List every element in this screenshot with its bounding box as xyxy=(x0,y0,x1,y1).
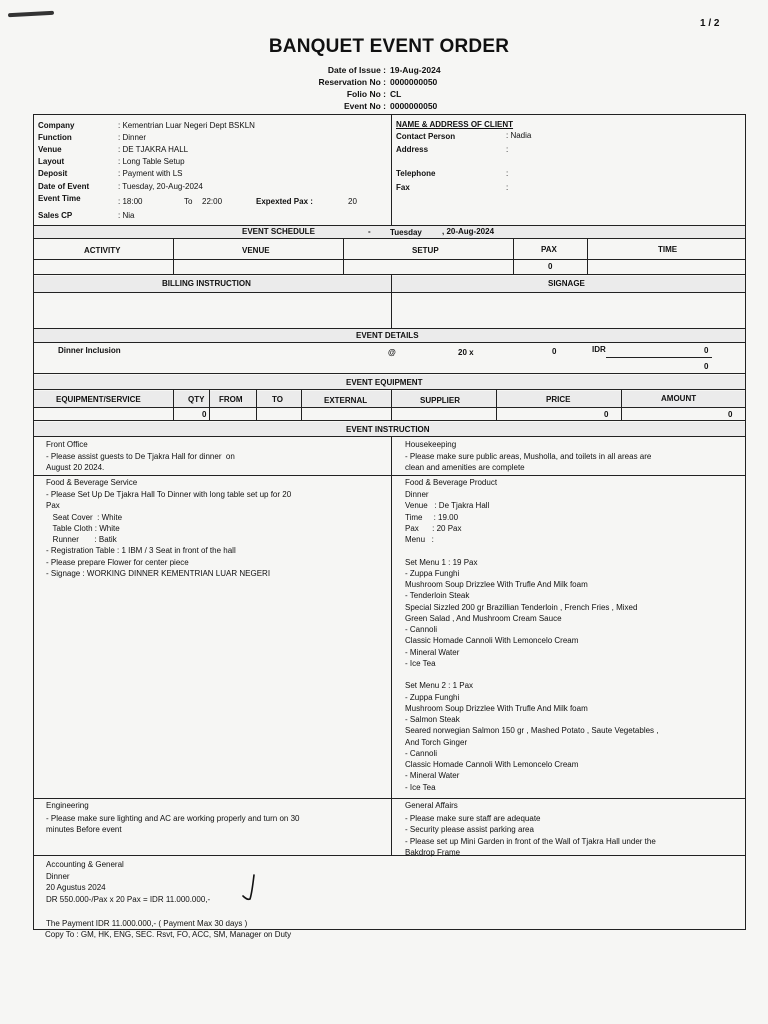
fb-product-body: Dinner Venue : De Tjakra Hall Time : 19.00 Pax : 20 Pax Menu : Set Menu 1 : 19 Pax - Zuppa Funghi Mushroom Soup Drizzlee With Trufle And Milk foam - Tenderloin Steak Special Sizzled 200 gr Brazillian Tenderloin , French Fries , Mixed Green Salad , And Mushroom Cream Sauce - Cannoli Classic Homade Cannoli With Lemoncelo Cream - Mineral Water - Ice Tea Set Menu 2 : 1 Pax - Zuppa Funghi Mushroom Soup Drizzlee With Trufle And Milk foam - Salmon Steak Seared norwegian Salmon 150 gr , Mashed Potato , Saute Vegetables , And Torch Ginger - Cannoli Classic Homade Cannoli With Lemoncelo Cream - Mineral Water - Ice Tea xyxy=(405,490,659,792)
fb-service-title: Food & Beverage Service xyxy=(46,478,138,487)
handwritten-check xyxy=(240,873,260,903)
col-to: TO xyxy=(272,395,283,404)
col-time: TIME xyxy=(658,245,678,254)
accounting-title: Accounting & General xyxy=(46,860,124,869)
function-value: : Dinner xyxy=(118,133,147,142)
fax-label: Fax xyxy=(396,183,410,192)
billing-heading: BILLING INSTRUCTION xyxy=(162,279,251,288)
to-label: To xyxy=(184,197,193,206)
sales-value: : Nia xyxy=(118,211,135,220)
engineering-body: - Please make sure lighting and AC are working properly and turn on 30 minutes Before event xyxy=(46,814,300,835)
event-date-value: : Tuesday, 20-Aug-2024 xyxy=(118,182,203,191)
sales-label: Sales CP xyxy=(38,211,73,220)
client-heading: NAME & ADDRESS OF CLIENT xyxy=(396,120,514,129)
equipment-amount: 0 xyxy=(728,410,733,419)
col-amount: AMOUNT xyxy=(661,394,697,403)
details-currency: IDR xyxy=(592,345,606,354)
venue-value: : DE TJAKRA HALL xyxy=(118,145,189,154)
accounting-body: Dinner 20 Agustus 2024 DR 550.000-/Pax x 20 Pax = IDR 11.000.000,- xyxy=(46,872,211,904)
details-item: Dinner Inclusion xyxy=(58,346,121,355)
fb-service-body: - Please Set Up De Tjakra Hall To Dinner with long table set up for 20 Pax Seat Cover : White Table Cloth : White Runner : Batik - Registration Table : 1 IBM / 3 Seat in front of the hall - Please prepare Flower for center piece - Signage : WORKING DINNER KEMENTRIAN LUAR NEGERI xyxy=(46,490,292,579)
event-time-to: 22:00 xyxy=(202,197,223,206)
function-label: Function xyxy=(38,133,72,142)
col-from: FROM xyxy=(219,395,243,404)
col-external: EXTERNAL xyxy=(324,396,368,405)
col-pax: PAX xyxy=(541,245,557,254)
col-price: PRICE xyxy=(546,395,571,404)
event-time-label: Event Time xyxy=(38,194,81,203)
address-value: : xyxy=(506,145,509,154)
document-title: BANQUET EVENT ORDER xyxy=(268,36,510,57)
meta-label: Folio No : xyxy=(346,89,386,99)
event-details-heading: EVENT DETAILS xyxy=(356,331,419,340)
header-meta xyxy=(240,64,446,112)
col-setup: SETUP xyxy=(412,246,439,255)
contact-label: Contact Person xyxy=(396,132,456,141)
order-form xyxy=(33,114,746,930)
company-value: : Kementrian Luar Negeri Dept BSKLN xyxy=(118,121,255,130)
schedule-pax-value: 0 xyxy=(548,262,553,271)
general-affairs-title: General Affairs xyxy=(405,801,458,810)
schedule-day: Tuesday xyxy=(390,228,422,237)
col-supplier: SUPPLIER xyxy=(420,396,461,405)
equipment-qty: 0 xyxy=(202,410,207,419)
meta-label: Event No : xyxy=(343,101,386,111)
expected-pax-value: 20 xyxy=(348,197,357,206)
layout-value: : Long Table Setup xyxy=(118,157,185,166)
telephone-label: Telephone xyxy=(396,169,436,178)
event-time-from: : 18:00 xyxy=(118,197,143,206)
event-date-label: Date of Event xyxy=(38,182,90,191)
front-office-title: Front Office xyxy=(46,440,88,449)
schedule-date: , 20-Aug-2024 xyxy=(442,227,495,236)
event-equipment-heading: EVENT EQUIPMENT xyxy=(346,378,423,387)
meta-label: Reservation No : xyxy=(318,77,386,87)
copy-to: Copy To : GM, HK, ENG, SEC. Rsvt, FO, ACC, SM, Manager on Duty xyxy=(45,930,292,939)
contact-value: : Nadia xyxy=(506,131,532,140)
front-office-body: - Please assist guests to De Tjakra Hall for dinner on August 20 2024. xyxy=(46,452,235,473)
engineering-title: Engineering xyxy=(46,801,89,810)
details-price: 0 xyxy=(552,347,557,356)
signage-heading: SIGNAGE xyxy=(548,279,585,288)
meta-value: 19-Aug-2024 xyxy=(390,65,441,75)
general-affairs-body: - Please make sure staff are adequate - Security please assist parking area - Please set up Mini Garden in front of the Wall of Tjakra Hall under the Bakdrop Frame xyxy=(405,814,656,857)
schedule-dash: - xyxy=(368,227,371,236)
company-label: Company xyxy=(38,121,75,130)
expected-pax-label: Expexted Pax : xyxy=(256,197,313,206)
meta-value: 0000000050 xyxy=(390,77,438,87)
page-number: 1 / 2 xyxy=(700,18,720,29)
details-qty: 20 x xyxy=(458,348,474,357)
details-amount: 0 xyxy=(704,346,709,355)
col-activity: ACTIVITY xyxy=(84,246,121,255)
equipment-price: 0 xyxy=(604,410,609,419)
layout-label: Layout xyxy=(38,157,65,166)
deposit-value: : Payment with LS xyxy=(118,169,183,178)
details-total: 0 xyxy=(704,362,709,371)
fb-product-title: Food & Beverage Product xyxy=(405,478,498,487)
meta-value: CL xyxy=(390,89,402,99)
housekeeping-title: Housekeeping xyxy=(405,440,457,449)
payment-note: The Payment IDR 11.000.000,- ( Payment Max 30 days ) xyxy=(46,919,248,928)
event-schedule-heading: EVENT SCHEDULE xyxy=(242,227,315,236)
address-label: Address xyxy=(396,145,429,154)
venue-label: Venue xyxy=(38,145,62,154)
col-qty: QTY xyxy=(188,395,205,404)
housekeeping-body: - Please make sure public areas, Musholla, and toilets in all areas are clean and amenities are complete xyxy=(405,452,652,473)
event-instruction-heading: EVENT INSTRUCTION xyxy=(346,425,430,434)
meta-label: Date of Issue : xyxy=(327,65,386,75)
meta-value: 0000000050 xyxy=(390,101,438,111)
col-equipment: EQUIPMENT/SERVICE xyxy=(56,395,141,404)
telephone-value: : xyxy=(506,169,509,178)
fax-value: : xyxy=(506,183,509,192)
col-venue: VENUE xyxy=(242,246,270,255)
deposit-label: Deposit xyxy=(38,169,68,178)
details-at: @ xyxy=(388,348,396,357)
